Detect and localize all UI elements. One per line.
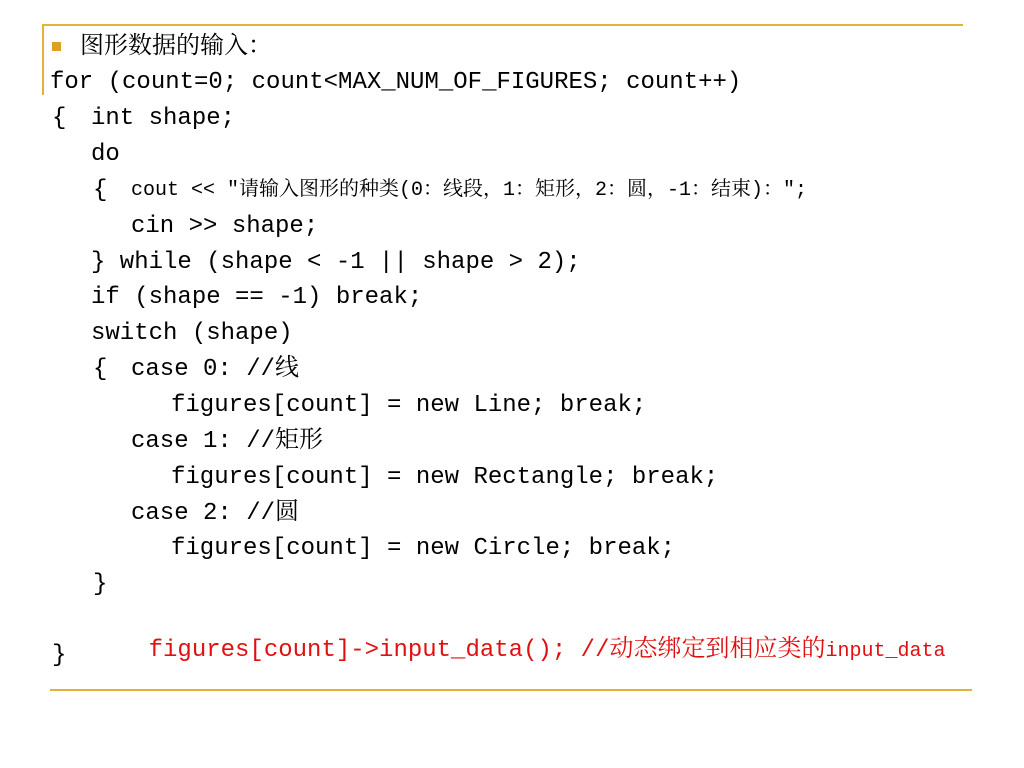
code-text: } bbox=[93, 571, 108, 598]
code-line-close-for bbox=[52, 641, 110, 671]
code-line-cout bbox=[91, 176, 808, 206]
code-brace: { bbox=[93, 177, 108, 204]
left-divider bbox=[42, 24, 44, 95]
code-line-new-rectangle bbox=[171, 463, 719, 493]
code-line-do bbox=[91, 140, 149, 170]
code-line-close-switch bbox=[93, 570, 151, 600]
code-line-switch bbox=[91, 319, 293, 349]
code-text: case 1: //矩形 bbox=[131, 428, 324, 455]
code-brace: { bbox=[52, 105, 67, 132]
code-line-case0 bbox=[91, 355, 300, 385]
code-line-new-circle bbox=[171, 534, 676, 564]
code-text: figures[count] = new Line; break; bbox=[171, 392, 647, 419]
code-text: figures[count] = new Rectangle; break; bbox=[171, 464, 719, 491]
code-brace: { bbox=[93, 356, 108, 383]
code-line-while bbox=[91, 248, 581, 278]
code-line-declare bbox=[50, 104, 236, 134]
code-line-input-data bbox=[91, 606, 946, 664]
code-text: figures[count] = new Circle; break; bbox=[171, 535, 676, 562]
code-text-highlight: figures[count]->input_data(); //动态绑定到相应类的 bbox=[148, 637, 826, 664]
code-text: } bbox=[52, 642, 67, 669]
bullet-square-icon bbox=[52, 42, 61, 51]
code-line-case1 bbox=[131, 427, 324, 457]
code-text: cout << "请输入图形的种类(0：线段，1：矩形，2：圆，-1：结束)："; bbox=[131, 179, 808, 202]
code-text: cin >> shape; bbox=[131, 213, 319, 240]
code-line-cin bbox=[131, 212, 319, 242]
code-line-for bbox=[50, 68, 742, 98]
code-text: } while (shape < -1 || shape > 2); bbox=[91, 249, 581, 276]
code-text: switch (shape) bbox=[91, 320, 293, 347]
code-line-if bbox=[91, 283, 423, 313]
code-text: case 2: //圆 bbox=[131, 500, 300, 527]
code-text: case 0: //线 bbox=[131, 356, 300, 383]
slide-heading: 图形数据的输入： bbox=[80, 33, 272, 59]
code-line-case2 bbox=[131, 499, 300, 529]
code-text: int shape; bbox=[91, 105, 236, 132]
bottom-divider bbox=[50, 689, 972, 691]
code-line-new-line bbox=[171, 391, 647, 421]
code-text-highlight-tail: input_data bbox=[825, 640, 946, 663]
code-text: do bbox=[91, 141, 120, 168]
code-text: for (count=0; count<MAX_NUM_OF_FIGURES; count++) bbox=[50, 69, 742, 96]
code-text: if (shape == -1) break; bbox=[91, 284, 423, 311]
top-divider bbox=[42, 24, 963, 26]
